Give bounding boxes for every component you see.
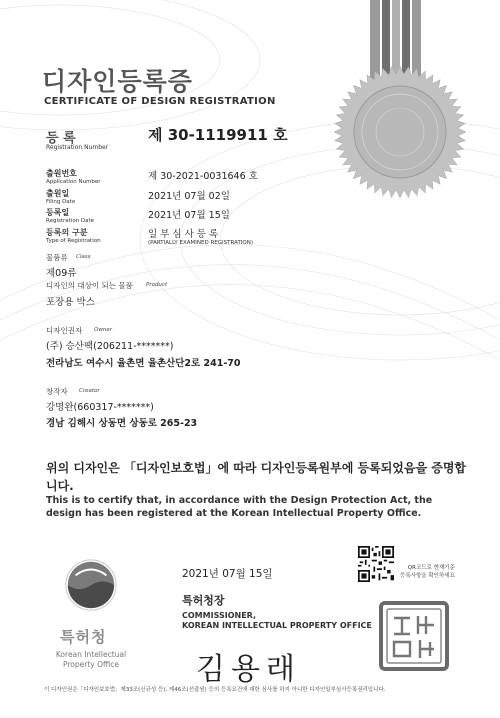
class-label-english: Class [76, 254, 91, 260]
owner-address: 전라남도 여수시 율촌면 율촌산단2로 241-70 [46, 358, 241, 369]
issuer-title-english [182, 611, 372, 631]
registration-type-value: 일 부 심 사 등 록 [148, 229, 219, 240]
owner-label: 디자인권자 [46, 326, 83, 335]
footer-note: 이 디자인권은「디자인보호법」제33조(신규성 등), 제46조(선출원) 등의 등록요건에 대한 심사를 하지 아니한 디자인일부심사등록권리입니다. [44, 687, 386, 693]
official-stamp-icon [378, 600, 450, 672]
class-value: 제09류 [46, 268, 77, 279]
application-number-label: 출원번호 [46, 169, 77, 178]
registration-label-english: Registration Number [46, 144, 109, 151]
registration-type-value-english: (PARTIALLY EXAMINED REGISTRATION) [148, 240, 254, 246]
certificate-title-english: CERTIFICATE OF DESIGN REGISTRATION [44, 96, 276, 107]
kipo-logo-name-english [50, 650, 132, 670]
issuer-title: 특허청장 [182, 594, 225, 607]
kipo-logo-name: 특허청 [60, 628, 107, 646]
filing-date-value: 2021년 07월 02일 [148, 191, 230, 202]
issuer-english-line1: COMMISSIONER, [182, 611, 257, 620]
application-number-value: 제 30-2021-0031646 호 [148, 171, 258, 182]
certificate-title: 디자인등록증 [42, 67, 193, 96]
commissioner-signature: 김용래 [196, 652, 301, 687]
product-value: 포장용 박스 [46, 297, 95, 308]
kipo-logo-icon [62, 556, 120, 614]
application-number-label-english: Application Number [46, 179, 101, 185]
qr-note-line2: 등록사항을 확인하세요 [400, 573, 455, 579]
qr-note [400, 564, 455, 580]
product-label-english: Product [146, 282, 168, 288]
certification-text-english: This is to certify that, in accordance with the Design Protection Act, the design has been registered at the Korean Intellectual Property Office. [46, 495, 433, 519]
registration-type-label: 등록의 구분 [46, 228, 88, 237]
registration-date-value: 2021년 07월 15일 [148, 210, 230, 221]
creator-name: 강명완(660317-*******) [46, 402, 154, 413]
registration-number: 제 30-1119911 호 [148, 126, 288, 144]
registration-date-label-english: Registration Date [46, 218, 95, 224]
qr-note-line1: QR코드로 현재기준 [407, 565, 455, 571]
creator-address: 경남 김해시 상동면 상동로 265-23 [46, 418, 198, 429]
registration-label: 등 록 [46, 131, 76, 146]
filing-date-label: 출원일 [46, 189, 70, 198]
kipo-logo-english-line1: Korean Intellectual [55, 650, 127, 659]
owner-label-english: Owner [94, 327, 112, 333]
filing-date-label-english: Filing Date [46, 199, 76, 205]
issue-date: 2021년 07월 15일 [182, 568, 273, 580]
class-label: 물품류 [46, 253, 68, 262]
creator-label: 창작자 [46, 387, 68, 396]
issuer-english-line2: KOREAN INTELLECTUAL PROPERTY OFFICE [182, 621, 372, 630]
creator-label-english: Creator [79, 388, 100, 394]
registration-type-label-english: Type of Registration [46, 238, 101, 244]
certification-text: 위의 디자인은 「디자인보호법」에 따라 디자인등록원부에 등록되었음을 증명합니다. [46, 461, 467, 493]
owner-name: (주) 승산팩(206211-*******) [46, 341, 174, 352]
gold-seal-icon [330, 62, 470, 202]
qr-code-icon[interactable] [358, 546, 394, 582]
kipo-logo-english-line2: Property Office [62, 660, 119, 669]
registration-date-label: 등록일 [46, 208, 70, 217]
product-label: 디자인의 대상이 되는 물품 [46, 281, 133, 290]
